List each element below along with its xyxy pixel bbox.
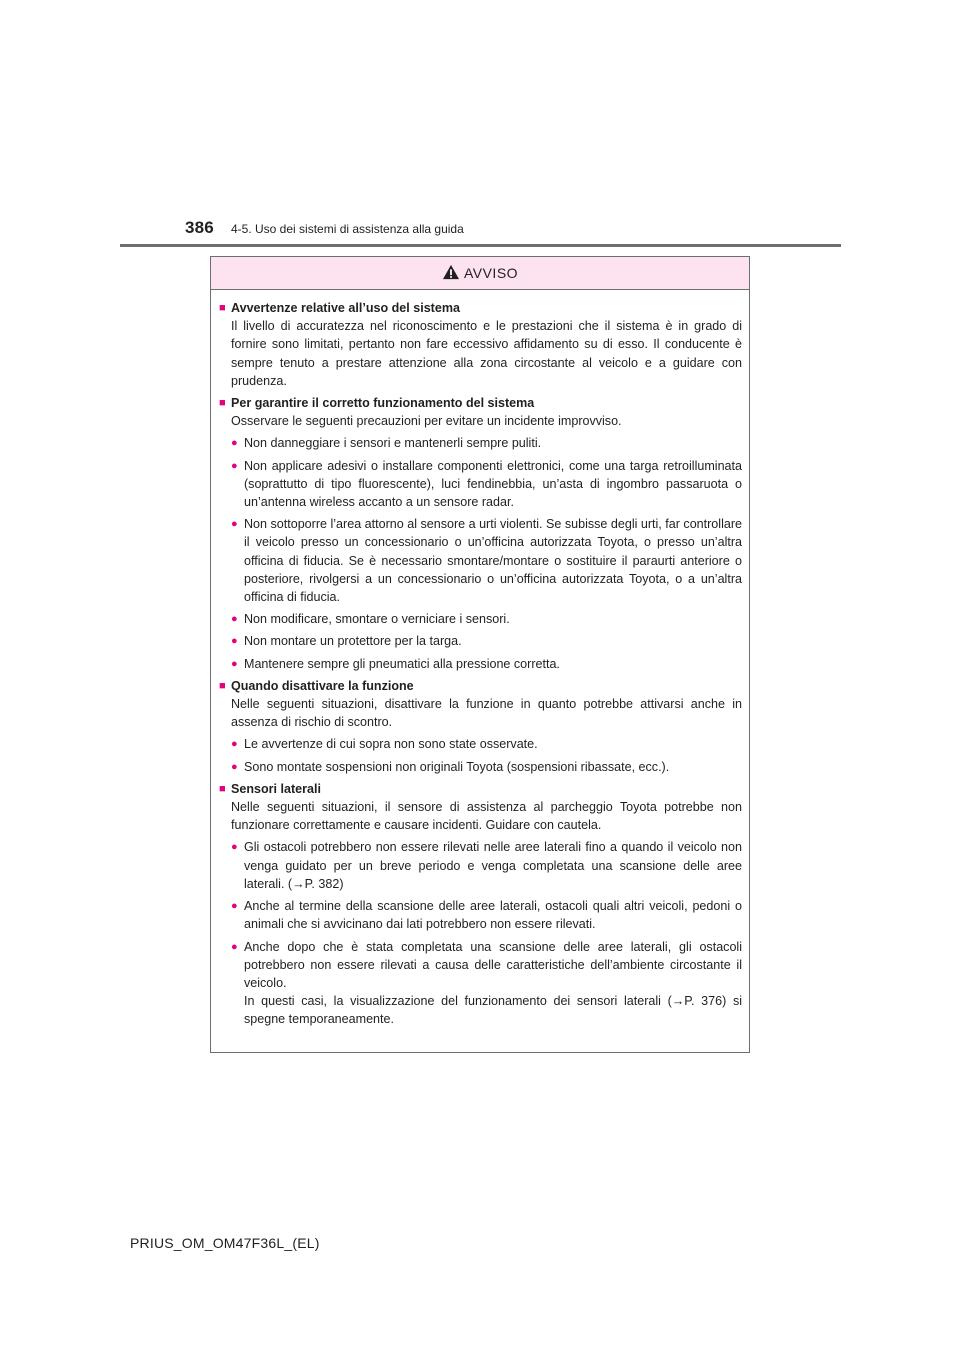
bullet-text: Sono montate sospensioni non originali Toyota (sospensioni ribassate, ecc.). [244, 759, 670, 774]
bullet-text: Anche dopo che è stata completata una scansione delle aree laterali, gli ostacoli potrebbero non essere rilevati a causa delle caratteristiche dell’ambiente circostante il veicolo. In questi casi, la visualizzazione del funzionamento dei sensori laterali (→P. 376) si spegne temporaneamente. [244, 939, 742, 1027]
bullet-item [219, 938, 742, 1029]
section-heading [219, 299, 742, 317]
warning-triangle-icon [442, 264, 460, 280]
circle-bullet-icon: ● [231, 459, 238, 472]
circle-bullet-icon: ● [231, 635, 238, 648]
header-rule [120, 244, 841, 247]
circle-bullet-icon: ● [231, 738, 238, 751]
warning-box [210, 256, 750, 1053]
section-text: Osservare le seguenti precauzioni per evitare un incidente improvviso. [231, 414, 622, 429]
circle-bullet-icon: ● [231, 613, 238, 626]
section-heading-text: Avvertenze relative all’uso del sistema [231, 301, 460, 315]
bullet-item [219, 758, 742, 776]
warning-section [219, 780, 742, 1029]
section-text: Il livello di accuratezza nel riconoscimento e le prestazioni che il sistema è in grado di fornire sono limitati, pertanto non fare eccessivo affidamento su di esso. Il conducente è sempre tenuto a prestare attenzione alla zona circostante al veicolo e a guidare con prudenza. [231, 319, 742, 388]
warning-header [211, 257, 749, 290]
bullet-item [219, 655, 742, 673]
square-bullet-icon: ■ [219, 679, 226, 692]
circle-bullet-icon: ● [231, 437, 238, 450]
section-heading-text: Per garantire il corretto funzionamento del sistema [231, 396, 535, 411]
bullet-text: Mantenere sempre gli pneumatici alla pressione corretta. [244, 656, 560, 671]
bullet-text: Non modificare, smontare o verniciare i sensori. [244, 612, 510, 627]
circle-bullet-icon: ● [231, 518, 238, 531]
section-text: Nelle seguenti situazioni, il sensore di assistenza al parcheggio Toyota potrebbe non funzionare correttamente e causare incidenti. Guidare con cautela. [231, 800, 742, 833]
warning-section [219, 299, 742, 390]
bullet-item [219, 515, 742, 606]
bullet-text: Anche al termine della scansione delle aree laterali, ostacoli quali altri veicoli, pedoni o animali che si avvicinano dai lati potrebbero non essere rilevati. [244, 899, 742, 932]
section-heading [219, 394, 742, 412]
section-heading-text: Quando disattivare la funzione [231, 678, 414, 693]
warning-title: AVVISO [463, 265, 519, 281]
warning-section [219, 677, 742, 776]
circle-bullet-icon: ● [231, 760, 238, 773]
bullet-text: Gli ostacoli potrebbero non essere rilevati nelle aree laterali fino a quando il veicolo non venga guidato per un breve periodo e venga completata una scansione delle aree laterali. (→P. 382) [244, 840, 742, 891]
bullet-text: Non applicare adesivi o installare componenti elettronici, come una targa retroilluminata (soprattutto di tipo fluorescente), luci fendinebbia, un’asta di ingombro passaruota o un’antenna wireless accanto a un sensore radar. [244, 458, 742, 510]
warning-body [211, 290, 749, 1029]
section-heading [219, 780, 742, 798]
circle-bullet-icon: ● [231, 900, 238, 913]
bullet-text: Non danneggiare i sensori e mantenerli sempre puliti. [244, 436, 542, 451]
bullet-item [219, 610, 742, 628]
bullet-text: Non montare un protettore per la targa. [244, 634, 462, 649]
section-title: 4-5. Uso dei sistemi di assistenza alla guida [231, 222, 464, 236]
bullet-text: Non sottoporre l’area attorno al sensore a urti violenti. Se subisse degli urti, far controllare il veicolo presso un concessionario o un’officina autorizzata Toyota, o presso un’altra officina di fiducia. Se è necessario smontare/montare o sostituire il paraurti anteriore o posteriore, rivolgersi a un concessionario o un’officina autorizzata Toyota, o a un’altra officina di fiducia. [244, 517, 742, 605]
bullet-item [219, 838, 742, 893]
section-heading [219, 677, 742, 695]
warning-section [219, 394, 742, 673]
footer-code: PRIUS_OM_OM47F36L_(EL) [130, 1235, 320, 1251]
bullet-item [219, 457, 742, 512]
circle-bullet-icon: ● [231, 940, 238, 953]
circle-bullet-icon: ● [231, 657, 238, 670]
section-heading-text: Sensori laterali [231, 781, 321, 796]
square-bullet-icon: ■ [219, 397, 226, 410]
square-bullet-icon: ■ [219, 302, 226, 314]
bullet-text: Le avvertenze di cui sopra non sono state osservate. [244, 737, 538, 752]
bullet-item [219, 735, 742, 753]
circle-bullet-icon: ● [231, 841, 238, 854]
page-number: 386 [185, 218, 214, 237]
bullet-item [219, 632, 742, 650]
bullet-item [219, 434, 742, 452]
square-bullet-icon: ■ [219, 782, 226, 795]
section-text: Nelle seguenti situazioni, disattivare la funzione in quanto potrebbe attivarsi anche in assenza di rischio di scontro. [231, 697, 742, 730]
bullet-item [219, 897, 742, 933]
